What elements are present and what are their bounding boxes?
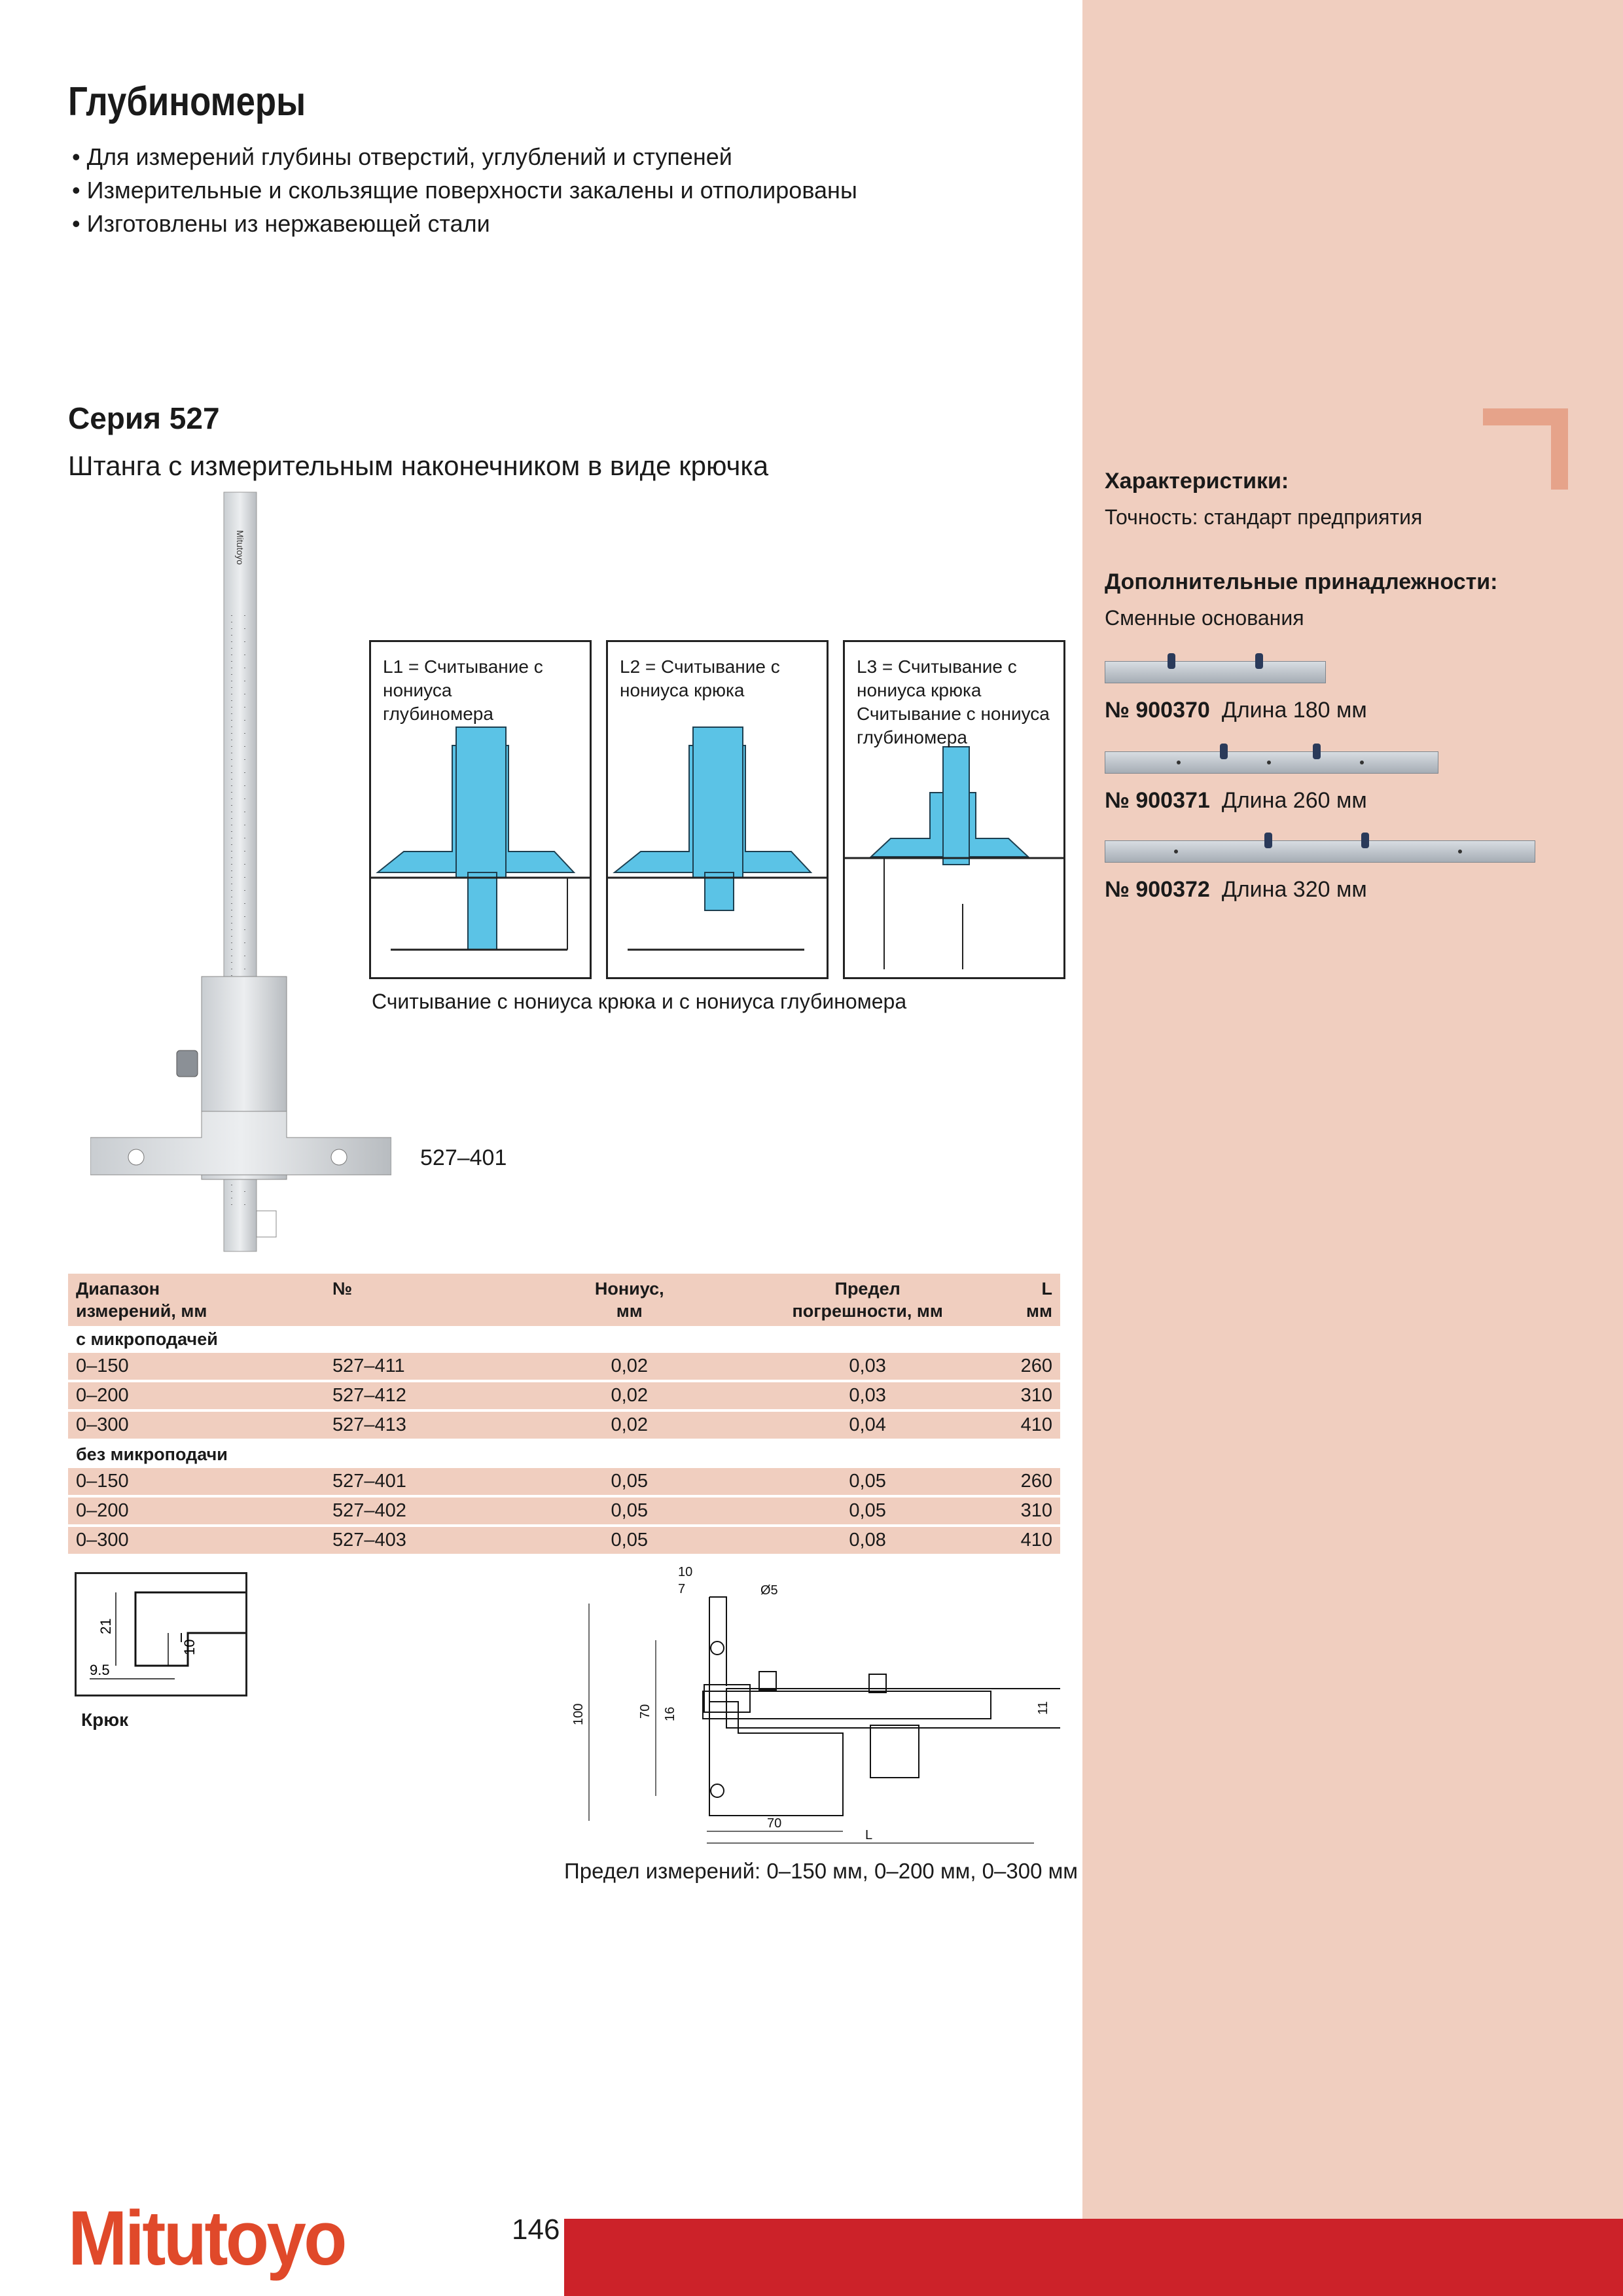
- diagram-caption-l3: L3 = Считывание с нониуса крюка Считывание с нониуса глубиномера: [857, 656, 1050, 747]
- sidebar-panel: [1082, 0, 1623, 2296]
- measurement-range-caption: Предел измерений: 0–150 мм, 0–200 мм, 0–300 мм: [564, 1859, 1078, 1883]
- cell: 0–150: [68, 1468, 254, 1496]
- characteristics-text: Точность: стандарт предприятия: [1105, 505, 1423, 529]
- feature-item: • Изготовлены из нержавеющей стали: [72, 207, 857, 240]
- group-label: с микроподачей: [68, 1326, 1060, 1353]
- cell: 0,05: [537, 1468, 722, 1496]
- hole-icon: [1360, 761, 1364, 764]
- diagram-box-l3: [843, 640, 1065, 979]
- col-error-limit: Предел погрешности, мм: [722, 1274, 1013, 1326]
- cell: 0–150: [68, 1353, 254, 1381]
- hole-icon: [1174, 850, 1178, 853]
- page-title: Глубиномеры: [68, 79, 306, 124]
- feature-list: [72, 140, 857, 240]
- cell: 527–402: [254, 1496, 537, 1526]
- dim-phi5: Ø5: [760, 1583, 778, 1598]
- diagram-box-l1: [369, 640, 592, 979]
- cell: 0–200: [68, 1496, 254, 1526]
- feature-item: • Измерительные и скользящие поверхности закалены и отполированы: [72, 173, 857, 207]
- photo-brand: Mitutoyo: [235, 530, 245, 565]
- cell: 0,04: [722, 1410, 1013, 1440]
- group-label: без микроподачи: [68, 1440, 1060, 1468]
- dim-100: 100: [571, 1703, 586, 1725]
- corner-mark-icon: [1483, 408, 1568, 490]
- feature-item: • Для измерений глубины отверстий, углублений и ступеней: [72, 140, 857, 173]
- accessory-number: № 900372: [1105, 877, 1210, 902]
- diagram-caption: Считывание с нониуса крюка и с нониуса глубиномера: [372, 990, 907, 1013]
- depth-gauge-photo: [90, 491, 391, 1257]
- table-row: [68, 1468, 1060, 1496]
- series-title: Серия 527: [68, 401, 220, 435]
- spec-table: [68, 1274, 1060, 1556]
- cell: 527–412: [254, 1381, 537, 1410]
- cell: 410: [1013, 1410, 1060, 1440]
- table-header: [68, 1274, 1060, 1326]
- hook-label: Крюк: [81, 1710, 129, 1730]
- dim-11: 11: [1036, 1701, 1050, 1715]
- accessory-length: Длина 260 мм: [1221, 788, 1367, 813]
- accessories-subtitle: Сменные основания: [1105, 606, 1304, 630]
- accessory-number: № 900370: [1105, 698, 1210, 723]
- accessory-number: № 900371: [1105, 788, 1210, 813]
- hole-icon: [1267, 761, 1271, 764]
- cell: 0,05: [537, 1496, 722, 1526]
- base-bar-image: [1105, 751, 1438, 774]
- cell: 0,02: [537, 1381, 722, 1410]
- table-row: [68, 1353, 1060, 1381]
- cell: 310: [1013, 1496, 1060, 1526]
- dimension-drawing: [563, 1562, 1060, 1869]
- accessories-title: Дополнительные принадлежности:: [1105, 569, 1498, 594]
- cell: 0–300: [68, 1410, 254, 1440]
- dim-10: 10: [678, 1565, 693, 1579]
- dim-7: 7: [678, 1582, 686, 1596]
- cell: 260: [1013, 1468, 1060, 1496]
- brand-logo: Mitutoyo: [68, 2195, 345, 2282]
- pin-icon: [1361, 833, 1369, 848]
- dim-L: L: [865, 1828, 873, 1842]
- col-length: L мм: [1013, 1274, 1060, 1326]
- model-label: 527–401: [420, 1145, 507, 1170]
- hook-dim-a: 21: [98, 1618, 114, 1634]
- cell: 0,02: [537, 1410, 722, 1440]
- cell: 527–401: [254, 1468, 537, 1496]
- col-range: Диапазон измерений, мм: [68, 1274, 254, 1326]
- table-row: [68, 1496, 1060, 1526]
- pin-icon: [1264, 833, 1272, 848]
- cell: 527–413: [254, 1410, 537, 1440]
- table-row: [68, 1381, 1060, 1410]
- dim-70-horizontal: 70: [767, 1816, 782, 1831]
- dim-16: 16: [663, 1706, 677, 1721]
- cell: 0,03: [722, 1381, 1013, 1410]
- hook-dim-b: 10: [181, 1639, 198, 1655]
- characteristics-title: Характеристики:: [1105, 469, 1289, 493]
- cell: 410: [1013, 1526, 1060, 1555]
- cell: 0,02: [537, 1353, 722, 1381]
- dim-70-vertical: 70: [638, 1704, 652, 1719]
- base-bar-image: [1105, 840, 1535, 863]
- col-vernier: Нониус, мм: [537, 1274, 722, 1326]
- base-bar-image: [1105, 661, 1326, 683]
- cell: 527–403: [254, 1526, 537, 1555]
- cell: 310: [1013, 1381, 1060, 1410]
- pin-icon: [1313, 744, 1321, 759]
- hook-dim-c: 9.5: [90, 1662, 110, 1678]
- page-number: 146: [512, 2214, 560, 2246]
- pin-icon: [1168, 653, 1175, 669]
- hook-detail-drawing: [75, 1572, 247, 1696]
- series-subtitle: Штанга с измерительным наконечником в виде крючка: [68, 450, 769, 481]
- hole-icon: [1458, 850, 1462, 853]
- cell: 0,05: [537, 1526, 722, 1555]
- diagram-box-l2: [606, 640, 829, 979]
- cell: 0–300: [68, 1526, 254, 1555]
- col-number: №: [254, 1274, 537, 1326]
- cell: 527–411: [254, 1353, 537, 1381]
- cell: 0,08: [722, 1526, 1013, 1555]
- accessory-length: Длина 320 мм: [1221, 877, 1367, 902]
- diagram-caption-l2: L2 = Считывание с нониуса крюка: [620, 656, 780, 700]
- table-row: [68, 1410, 1060, 1440]
- cell: 0–200: [68, 1381, 254, 1410]
- hole-icon: [1177, 761, 1181, 764]
- pin-icon: [1255, 653, 1263, 669]
- cell: 0,05: [722, 1468, 1013, 1496]
- pin-icon: [1220, 744, 1228, 759]
- cell: 260: [1013, 1353, 1060, 1381]
- diagram-caption-l1: L1 = Считывание с нониуса глубиномера: [383, 656, 543, 724]
- accessory-length: Длина 180 мм: [1221, 698, 1367, 723]
- cell: 0,03: [722, 1353, 1013, 1381]
- cell: 0,05: [722, 1496, 1013, 1526]
- footer-red-bar: [564, 2219, 1623, 2296]
- table-row: [68, 1526, 1060, 1555]
